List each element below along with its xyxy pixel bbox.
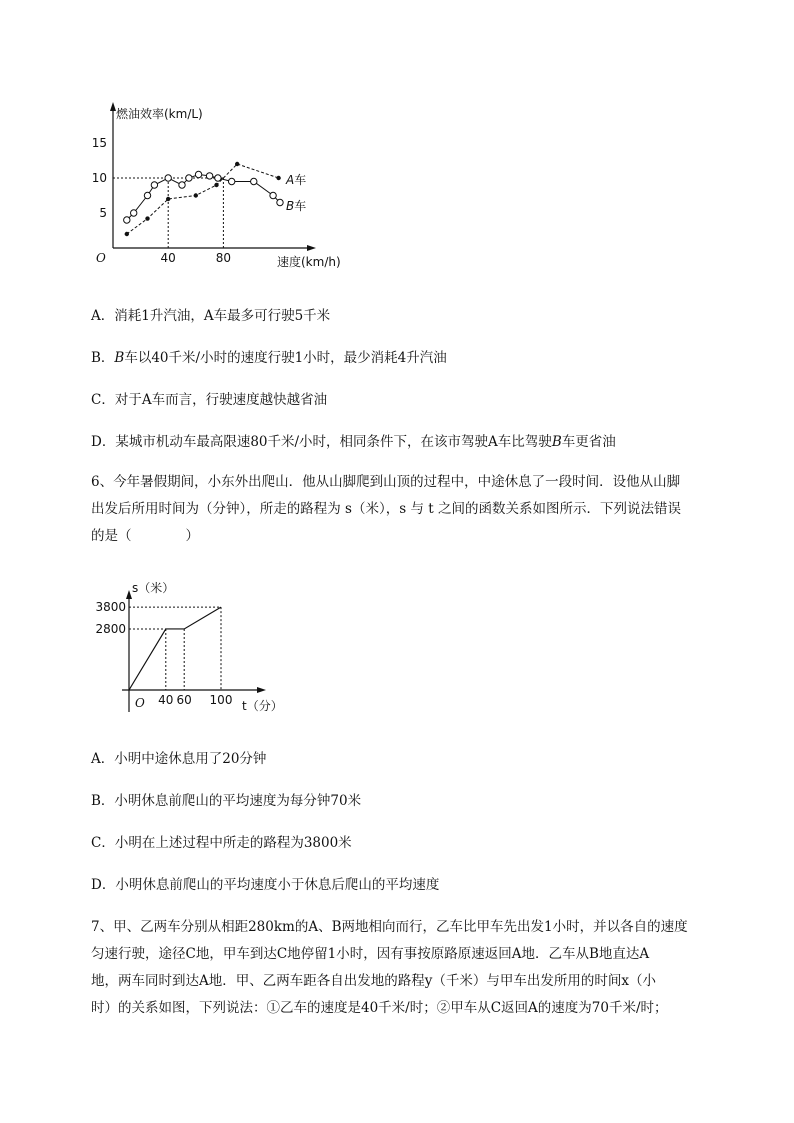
- x-tick-label: 60: [176, 693, 192, 707]
- x-axis-label: 速度(km/h): [277, 255, 341, 269]
- q5-option-d: D．某城市机动车最高限速80千米/小时，相同条件下，在该市驾驶A车比驾驶B车更省油: [91, 434, 616, 450]
- y-axis-label: 燃油效率(km/L): [116, 107, 203, 121]
- y-tick-label: 5: [99, 206, 107, 220]
- q7-stem-line-4: 时）的关系如图，下列说法：①乙车的速度是40千米/时；②甲车从C返回A的速度为70千米/时；: [91, 1000, 668, 1016]
- series-label-b: B车: [286, 199, 307, 213]
- q5-option-a: A．消耗1升汽油，A车最多可行驶5千米: [91, 308, 331, 324]
- x-axis-arrow: [257, 687, 266, 693]
- x-tick-label: 80: [215, 251, 232, 265]
- q5-option-b: B．B车以40千米/小时的速度行驶1小时，最少消耗4升汽油: [91, 350, 447, 366]
- origin-label: O: [96, 251, 106, 265]
- y-tick-label: 3800: [95, 600, 126, 615]
- origin-label: O: [135, 696, 145, 710]
- y-tick-label: 10: [91, 171, 107, 185]
- q6-option-d: D．小明休息前爬山的平均速度小于休息后爬山的平均速度: [91, 877, 440, 893]
- q6-stem-line-1: 6、今年暑假期间，小东外出爬山．他从山脚爬到山顶的过程中，中途休息了一段时间．设他从山脚: [91, 474, 681, 490]
- q7-stem-line-3: 地，两车同时到达A地．甲、乙两车距各自出发地的路程y（千米）与甲车出发所用的时间x（小: [91, 973, 656, 989]
- x-axis-label: t（分）: [242, 699, 283, 713]
- distance-line: [129, 607, 221, 690]
- x-tick-label: 100: [209, 693, 233, 707]
- y-axis-label: s（米）: [132, 581, 175, 595]
- y-tick-label: 15: [91, 136, 107, 150]
- x-tick-label: 40: [158, 693, 174, 707]
- q6-option-b: B．小明休息前爬山的平均速度为每分钟70米: [91, 793, 362, 809]
- y-tick-label: 2800: [95, 621, 126, 636]
- x-tick-label: 40: [160, 251, 176, 265]
- q7-stem-line-2: 匀速行驶，途径C地，甲车到达C地停留1小时，因有事按原路原速返回A地．乙车从B地直达A: [91, 946, 650, 962]
- series-label-a: A车: [286, 173, 307, 187]
- q5-option-c: C．对于A车而言，行驶速度越快越省油: [91, 392, 328, 408]
- q6-option-a: A．小明中途休息用了20分钟: [91, 751, 267, 767]
- q6-stem-line-2: 出发后所用时间为（分钟），所走的路程为 s（米），s 与 t 之间的函数关系如图所示．下列说法错误: [91, 501, 681, 517]
- q6-option-c: C．小明在上述过程中所走的路程为3800米: [91, 835, 352, 851]
- q6-stem-line-3: 的是（ ）: [91, 528, 199, 544]
- q7-stem-line-1: 7、甲、乙两车分别从相距280km的A、B两地相向而行，乙车比甲车先出发1小时，并以各自的速度: [91, 919, 688, 935]
